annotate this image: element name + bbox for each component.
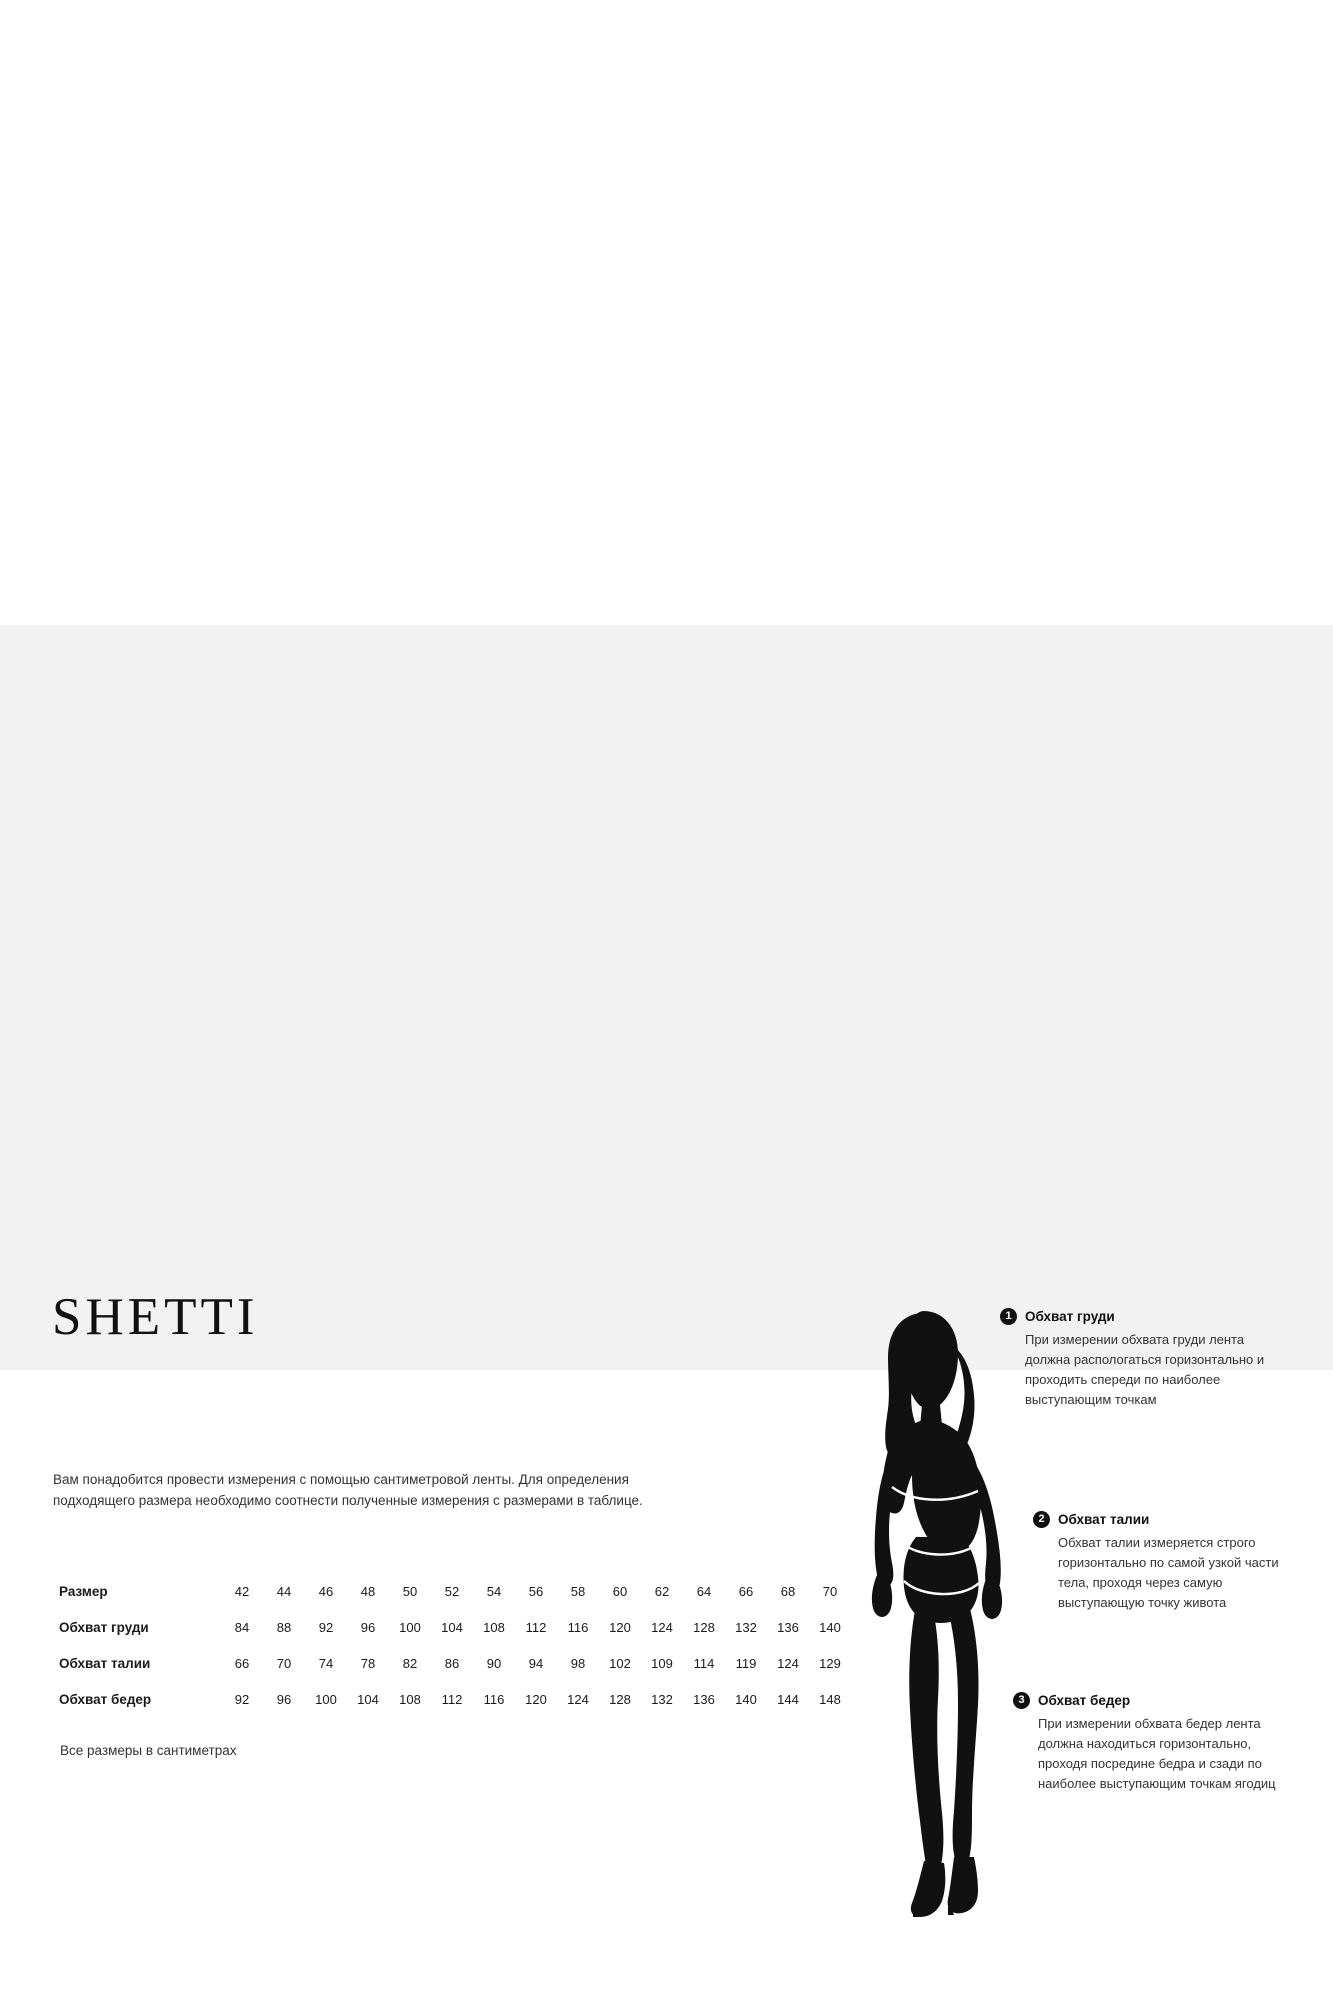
- table-cell: 98: [570, 1655, 586, 1671]
- table-row-label: Обхват груди: [59, 1619, 149, 1635]
- table-cell: 54: [486, 1583, 502, 1599]
- table-cell: 124: [651, 1619, 673, 1635]
- table-cell: 116: [483, 1691, 505, 1707]
- table-cell: 112: [441, 1691, 463, 1707]
- table-row-label: Обхват бедер: [59, 1691, 152, 1707]
- table-cell: 124: [567, 1691, 589, 1707]
- table-cell: 112: [525, 1619, 547, 1635]
- table-cell: 136: [693, 1691, 715, 1707]
- table-cell: 140: [735, 1691, 757, 1707]
- table-cell: 52: [444, 1583, 460, 1599]
- size-table: [52, 1573, 851, 1717]
- table-cell: 128: [609, 1691, 631, 1707]
- note-text-waist: Обхват талии измеряется строго горизонтально по самой узкой части тела, проходя через самую выступающую точку живота: [1058, 1535, 1279, 1611]
- table-cell: 70: [822, 1583, 838, 1599]
- note-bullet-3: 3: [1013, 1692, 1030, 1709]
- table-cell: 66: [738, 1583, 754, 1599]
- table-header-label: Размер: [59, 1583, 108, 1599]
- note-title-hips: Обхват бедер: [1038, 1693, 1131, 1708]
- table-cell: 102: [609, 1655, 631, 1671]
- note-text-hips: При измерении обхвата бедер лента должна находиться горизонтально, проходя посредине бедра и сзади по наиболее выступающим точкам ягодиц: [1038, 1716, 1276, 1792]
- table-cell: 132: [651, 1691, 673, 1707]
- table-cell: 70: [276, 1655, 292, 1671]
- table-row: [52, 1609, 851, 1645]
- table-cell: 96: [276, 1691, 292, 1707]
- table-row-header: [52, 1573, 851, 1609]
- table-cell: 120: [609, 1619, 631, 1635]
- table-cell: 58: [570, 1583, 586, 1599]
- table-cell: 140: [819, 1619, 841, 1635]
- table-cell: 62: [654, 1583, 670, 1599]
- table-cell: 109: [651, 1655, 673, 1671]
- table-cell: 78: [360, 1655, 376, 1671]
- table-cell: 136: [777, 1619, 799, 1635]
- size-table-container: [52, 1573, 852, 1717]
- note-bullet-1: 1: [1000, 1308, 1017, 1325]
- note-waist: [1033, 1510, 1303, 1614]
- table-cell: 66: [234, 1655, 250, 1671]
- table-cell: 94: [528, 1655, 544, 1671]
- table-cell: 82: [402, 1655, 418, 1671]
- table-cell: 84: [234, 1619, 250, 1635]
- table-cell: 48: [360, 1583, 376, 1599]
- table-cell: 50: [402, 1583, 418, 1599]
- table-cell: 128: [693, 1619, 715, 1635]
- units-footnote: Все размеры в сантиметрах: [60, 1743, 237, 1758]
- table-cell: 92: [234, 1691, 250, 1707]
- table-cell: 120: [525, 1691, 547, 1707]
- table-cell: 44: [276, 1583, 292, 1599]
- table-cell: 104: [357, 1691, 379, 1707]
- table-cell: 114: [693, 1655, 715, 1671]
- table-cell: 56: [528, 1583, 544, 1599]
- table-cell: 92: [318, 1619, 334, 1635]
- brand-logo: SHETTI: [52, 1288, 259, 1346]
- table-cell: 86: [444, 1655, 460, 1671]
- intro-text: Вам понадобится провести измерения с помощью сантиметровой ленты. Для определения подходящего размера необходимо соотнести полученные измерения с размерами в таблице.: [53, 1472, 643, 1508]
- table-cell: 42: [234, 1583, 250, 1599]
- table-cell: 108: [399, 1691, 421, 1707]
- table-cell: 104: [441, 1619, 463, 1635]
- note-hips: [1013, 1691, 1283, 1795]
- table-cell: 124: [777, 1655, 799, 1671]
- table-cell: 74: [318, 1655, 334, 1671]
- table-cell: 68: [780, 1583, 796, 1599]
- table-cell: 88: [276, 1619, 292, 1635]
- table-row-label: Обхват талии: [59, 1655, 151, 1671]
- table-row: [52, 1681, 851, 1717]
- note-bullet-2: 2: [1033, 1511, 1050, 1528]
- note-text-bust: При измерении обхвата груди лента должна распологаться горизонтально и проходить спереди по наиболее выступающим точкам: [1025, 1332, 1265, 1408]
- table-cell: 100: [315, 1691, 337, 1707]
- table-cell: 64: [696, 1583, 712, 1599]
- content-band: [0, 625, 1333, 1792]
- table-cell: 60: [612, 1583, 628, 1599]
- table-cell: 132: [735, 1619, 757, 1635]
- note-bust: [1000, 1307, 1270, 1411]
- table-cell: 129: [819, 1655, 841, 1671]
- table-cell: 100: [399, 1619, 421, 1635]
- table-cell: 148: [819, 1691, 841, 1707]
- table-row: [52, 1645, 851, 1681]
- table-cell: 116: [567, 1619, 589, 1635]
- table-cell: 90: [486, 1655, 502, 1671]
- table-cell: 108: [483, 1619, 505, 1635]
- note-title-bust: Обхват груди: [1025, 1309, 1115, 1324]
- table-cell: 119: [735, 1655, 757, 1671]
- table-cell: 96: [360, 1619, 376, 1635]
- note-title-waist: Обхват талии: [1058, 1512, 1150, 1527]
- table-cell: 144: [777, 1691, 799, 1707]
- table-cell: 46: [318, 1583, 334, 1599]
